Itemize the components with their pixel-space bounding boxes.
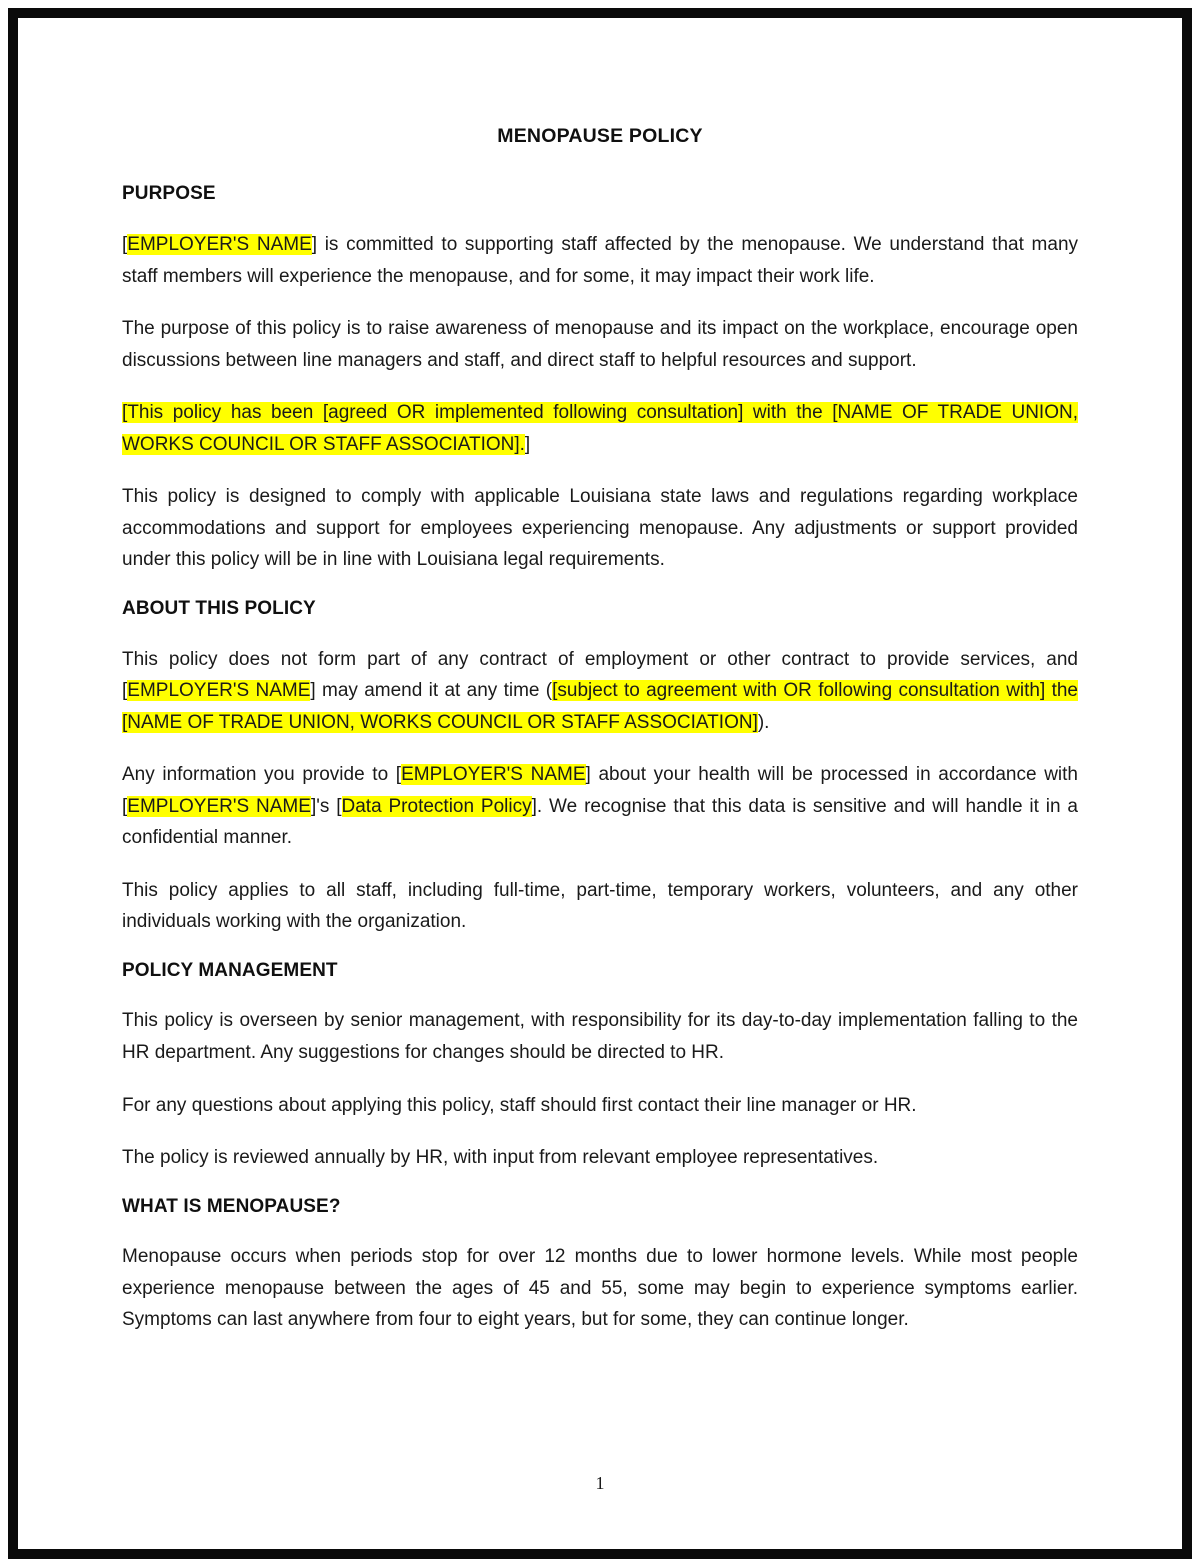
document-page [18, 18, 1182, 1549]
highlighted-text: EMPLOYER'S NAME [127, 234, 312, 256]
document-body [122, 124, 1078, 1357]
paragraph [122, 397, 1078, 460]
paragraph [122, 313, 1078, 376]
highlighted-text: [This policy has been [agreed OR implemented following consultation] with the [NAME OF TRADE UNION, WORKS COUNCIL OR STAFF ASSOCIATION]. [122, 402, 1078, 455]
text-run: ] is committed to supporting staff affected by the menopause. We understand that many staff members will experience the menopause, and for some, it may impact their work life. [122, 234, 1079, 287]
text-run: The purpose of this policy is to raise awareness of menopause and its impact on the workplace, encourage open discussions between line managers and staff, and direct staff to helpful resources and support. [122, 318, 1078, 371]
highlighted-text: EMPLOYER'S NAME [127, 795, 311, 817]
paragraph [122, 229, 1078, 292]
section-heading: PURPOSE [122, 183, 216, 205]
paragraph [122, 1005, 1078, 1068]
document-sections [122, 182, 1078, 1336]
text-run: Menopause occurs when periods stop for over 12 months due to lower hormone levels. While most people experience menopause between the ages of 45 and 55, some may begin to experience symptoms earlier. Symptoms can last anywhere from four to eight years, but for some, they can continue longer. [122, 1246, 1078, 1331]
paragraph [122, 644, 1078, 739]
paragraph [122, 481, 1078, 576]
page-title: MENOPAUSE POLICY [497, 125, 703, 147]
highlighted-text: EMPLOYER'S NAME [401, 764, 586, 786]
highlighted-text: EMPLOYER'S NAME [127, 680, 311, 702]
text-run: ] may amend it at any time ( [310, 680, 553, 702]
text-run: The policy is reviewed annually by HR, with input from relevant employee representatives. [122, 1147, 879, 1169]
text-run: This policy does not form part of any contract of employment or other contract to provide services, and [ [122, 648, 1078, 702]
highlighted-text: Data Protection Policy [341, 795, 532, 817]
highlighted-text: [subject to agreement with OR following consultation with] the [NAME OF TRADE UNION, WORKS COUNCIL OR STAFF ASSOCIATION] [122, 680, 1078, 733]
page-number: 1 [595, 1473, 605, 1493]
section-heading: WHAT IS MENOPAUSE? [122, 1195, 341, 1217]
section-heading: POLICY MANAGEMENT [122, 959, 338, 981]
section-heading: ABOUT THIS POLICY [122, 597, 316, 619]
text-run: ] [524, 433, 531, 455]
text-run: This policy is overseen by senior management, with responsibility for its day-to-day implementation falling to the HR department. Any suggestions for changes should be directed to HR. [122, 1010, 1078, 1063]
text-run: This policy is designed to comply with applicable Louisiana state laws and regulations regarding workplace accommodations and support for employees experiencing menopause. Any adjustments or support provided under this policy will be in line with Louisiana legal requirements. [122, 486, 1078, 571]
text-run: [ [122, 234, 128, 256]
text-run: ] about your health will be processed in accordance with [ [122, 764, 1078, 817]
paragraph [122, 759, 1078, 854]
paragraph [122, 1142, 1078, 1174]
text-run: This policy applies to all staff, including full-time, part-time, temporary workers, volunteers, and any other individuals working with the organization. [122, 879, 1078, 933]
paragraph [122, 1090, 1078, 1122]
paragraph [122, 1241, 1078, 1336]
text-run: ). [757, 711, 770, 733]
text-run: ]. We recognise that this data is sensitive and will handle it in a confidential manner. [122, 795, 1078, 849]
text-run: ]'s [ [310, 795, 342, 817]
page-frame [8, 8, 1192, 1559]
paragraph [122, 875, 1078, 938]
text-run: For any questions about applying this policy, staff should first contact their line manager or HR. [122, 1094, 917, 1116]
text-run: Any information you provide to [ [122, 764, 402, 786]
